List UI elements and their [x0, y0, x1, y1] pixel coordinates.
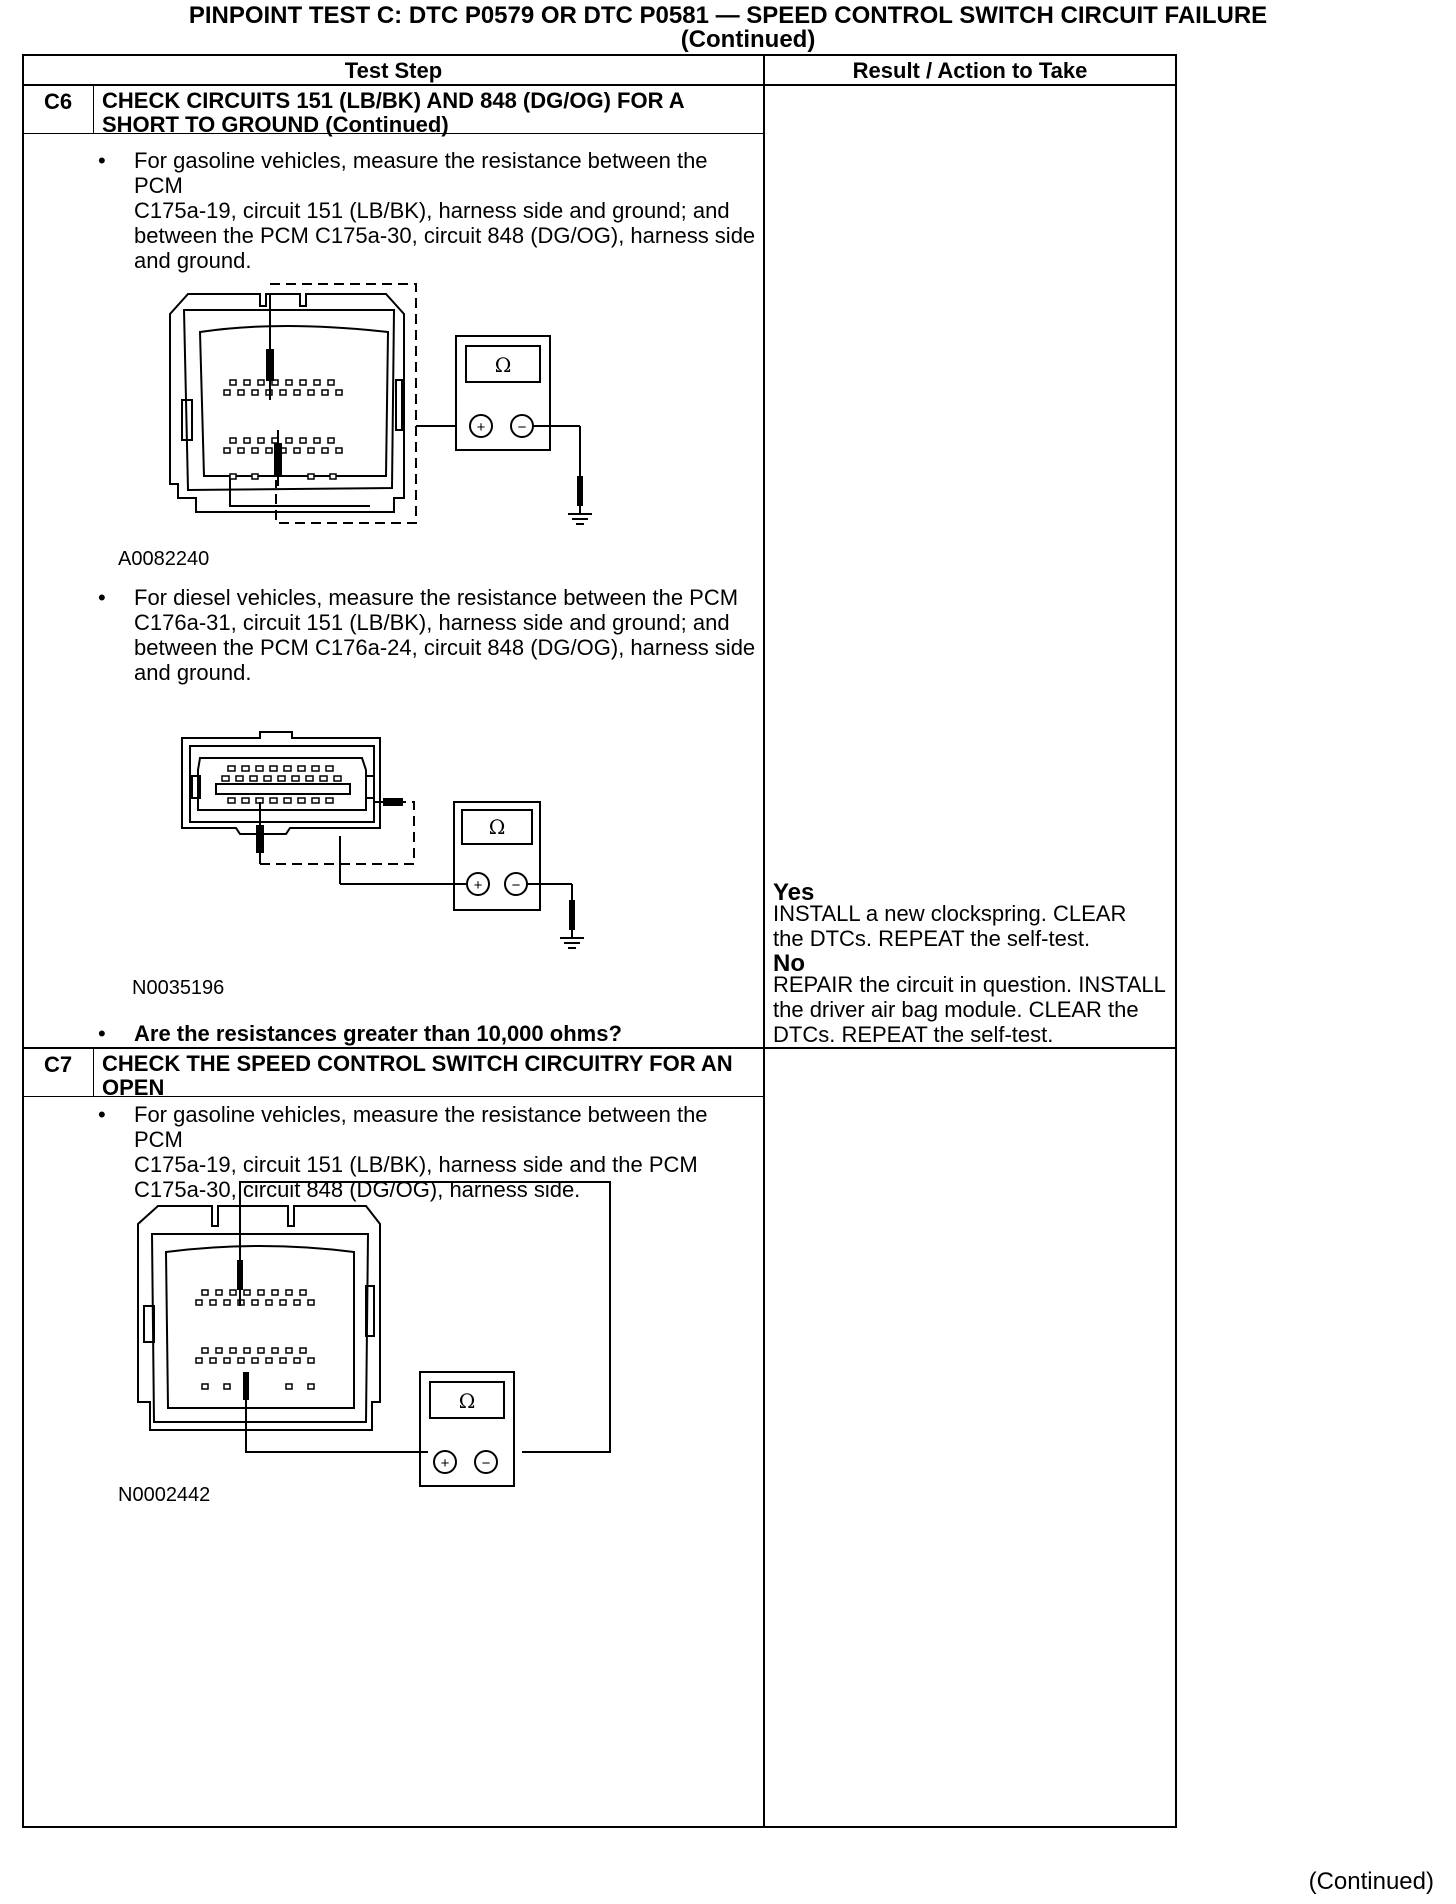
bullet-line: and ground. — [134, 660, 252, 685]
step-title-c7-line2: OPEN — [102, 1075, 165, 1100]
result-yes-line: INSTALL a new clockspring. CLEAR — [773, 901, 1127, 926]
bullet-text — [134, 148, 758, 273]
step-title-c6-line2: SHORT TO GROUND (Continued) — [102, 112, 449, 137]
result-no-line: DTCs. REPEAT the self-test. — [773, 1022, 1054, 1047]
meter-plus-symbol: + — [440, 1455, 450, 1472]
meter-ohm-symbol: Ω — [494, 353, 512, 377]
bullet-dot: • — [98, 585, 106, 610]
bullet-line: C175a-19, circuit 151 (LB/BK), harness side and ground; and — [134, 198, 730, 223]
bullet-line: C176a-31, circuit 151 (LB/BK), harness side and ground; and — [134, 610, 730, 635]
bullet-line: C175a-19, circuit 151 (LB/BK), harness side and the PCM — [134, 1152, 698, 1177]
figure-gasoline-open-test — [130, 1176, 620, 1496]
title-main: PINPOINT TEST C: DTC P0579 OR DTC P0581 — SPEED CONTROL SWITCH CIRCUIT FAILURE — [188, 2, 1268, 29]
result-yes-label: Yes — [773, 879, 815, 906]
result-yes — [773, 880, 1169, 951]
bullet-line: For diesel vehicles, measure the resistance between the PCM — [134, 585, 739, 610]
title-continued: (Continued) — [680, 26, 816, 53]
bullet-dot: • — [98, 1021, 106, 1046]
figure-code: A0082240 — [118, 548, 210, 570]
figure-diesel-ground-test — [170, 730, 590, 960]
page-title — [0, 4, 1456, 52]
step-title-c7-line1: CHECK THE SPEED CONTROL SWITCH CIRCUITRY FOR AN — [102, 1051, 733, 1076]
result-no — [773, 951, 1169, 1047]
meter-minus-symbol: − — [481, 1455, 491, 1472]
meter-minus-symbol: − — [517, 419, 527, 436]
bullet-text — [134, 585, 755, 685]
column-header-test-step: Test Step — [344, 58, 443, 83]
bullet-line: C175a-30, circuit 848 (DG/OG), harness side. — [134, 1177, 581, 1202]
step-id-c6: C6 — [44, 89, 73, 114]
question-text: Are the resistances greater than 10,000 ohms? — [134, 1021, 622, 1046]
bullet-line: and ground. — [134, 248, 252, 273]
meter-plus-symbol: + — [473, 877, 483, 894]
column-header-result: Result / Action to Take — [852, 58, 1088, 83]
result-no-line: the driver air bag module. CLEAR the — [773, 997, 1139, 1022]
figure-code: N0002442 — [118, 1484, 211, 1506]
step-title-c6-line1: CHECK CIRCUITS 151 (LB/BK) AND 848 (DG/OG) FOR A — [102, 88, 685, 113]
result-yes-line: the DTCs. REPEAT the self-test. — [773, 926, 1091, 951]
result-no-line: REPAIR the circuit in question. INSTALL — [773, 972, 1166, 997]
bullet-line: between the PCM C175a-30, circuit 848 (DG/OG), harness side — [134, 223, 756, 248]
step-title-c6 — [102, 89, 685, 137]
footer-continued: (Continued) — [1308, 1868, 1434, 1895]
figure-code: N0035196 — [132, 977, 225, 999]
meter-minus-symbol: − — [511, 877, 521, 894]
bullet-line: between the PCM C176a-24, circuit 848 (DG/OG), harness side — [134, 635, 756, 660]
bullet-line: For gasoline vehicles, measure the resistance between the PCM — [134, 1102, 708, 1152]
meter-ohm-symbol: Ω — [488, 815, 506, 839]
meter-plus-symbol: + — [476, 419, 486, 436]
bullet-dot: • — [98, 148, 106, 173]
step-title-c7 — [102, 1052, 733, 1100]
bullet-line: For gasoline vehicles, measure the resistance between the PCM — [134, 148, 708, 198]
figure-gasoline-ground-test — [160, 280, 620, 540]
bullet-dot: • — [98, 1102, 106, 1127]
result-no-label: No — [773, 950, 805, 977]
meter-ohm-symbol: Ω — [458, 1389, 476, 1413]
step-id-c7: C7 — [44, 1052, 73, 1077]
